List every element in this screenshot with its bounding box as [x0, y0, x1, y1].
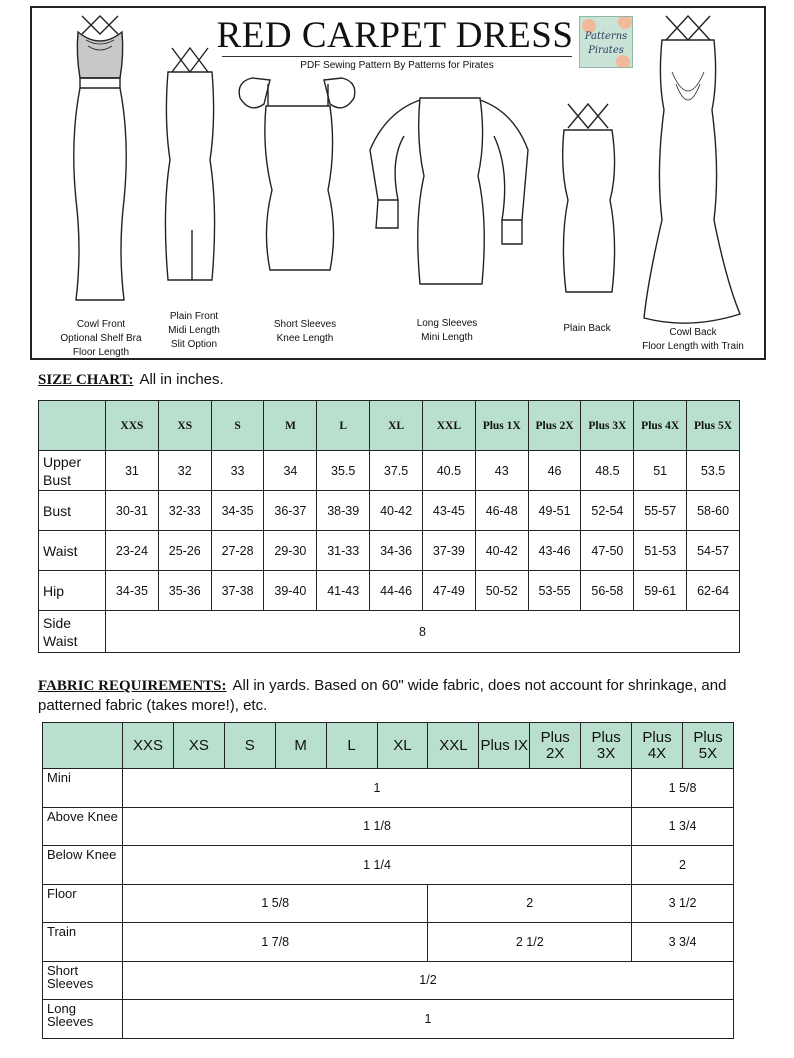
fabric-row	[43, 807, 734, 846]
size-header-cell	[475, 401, 528, 451]
size-value-cell: 27-28	[211, 531, 264, 571]
fabric-size-header-cell: Plus 2X	[530, 723, 581, 769]
size-header-line: Plus 3X	[588, 419, 627, 432]
size-value-cell: 54-57	[687, 531, 740, 571]
fabric-size-header-cell: Plus IX	[479, 723, 530, 769]
fabric-value-cell: 1 5/8	[123, 884, 428, 923]
size-value-cell: 41-43	[317, 571, 370, 611]
size-row	[39, 571, 740, 611]
size-value-cell: 33	[211, 451, 264, 491]
size-row-label: Hip	[39, 571, 106, 611]
size-value-cell: 35.5	[317, 451, 370, 491]
fabric-value-cell: 2	[428, 884, 632, 923]
fabric-size-header-cell: XXS	[123, 723, 174, 769]
size-header-cell	[687, 401, 740, 451]
cowl-front-dress-drawing	[74, 16, 127, 300]
size-row	[39, 491, 740, 531]
side-waist-value: 8	[106, 611, 740, 653]
size-header-cell	[634, 401, 687, 451]
fabric-row	[43, 961, 734, 1000]
fabric-row-label: Long Sleeves	[43, 1000, 123, 1039]
cowl-back-dress-drawing	[644, 16, 740, 323]
size-header-cell: L	[317, 401, 370, 451]
size-value-cell: 53.5	[687, 451, 740, 491]
size-value-cell: 43-46	[528, 531, 581, 571]
fabric-heading: FABRIC REQUIREMENTS: All in yards. Based on 60" wide fabric, does not account for shrinkage, and patterned fabric (takes more!), etc.	[38, 677, 727, 714]
title-underline	[222, 56, 572, 57]
size-row	[39, 451, 740, 491]
size-value-cell: 30-31	[106, 491, 159, 531]
page-title: RED CARPET DRESS	[216, 15, 574, 56]
caption-plain-front: Plain Front Midi Length Slit Option	[168, 311, 220, 350]
size-value-cell: 32-33	[158, 491, 211, 531]
size-value-cell: 40.5	[422, 451, 475, 491]
plain-back-dress-drawing	[563, 104, 615, 292]
size-value-cell: 39-40	[264, 571, 317, 611]
caption-short-sleeves: Short Sleeves Knee Length	[273, 319, 337, 344]
fabric-value-cell: 2	[632, 846, 734, 885]
size-value-cell: 35-36	[158, 571, 211, 611]
size-value-cell: 51	[634, 451, 687, 491]
size-value-cell: 48.5	[581, 451, 634, 491]
size-value-cell: 34	[264, 451, 317, 491]
size-header-line: Plus 1X	[482, 419, 521, 432]
size-value-cell: 38-39	[317, 491, 370, 531]
fabric-value-cell: 1 5/8	[632, 769, 734, 808]
size-value-cell: 43	[475, 451, 528, 491]
fabric-size-header-cell: Plus 4X	[632, 723, 683, 769]
fabric-size-header-cell: XXL	[428, 723, 479, 769]
fabric-value-cell: 1	[123, 1000, 734, 1039]
fabric-row	[43, 884, 734, 923]
size-header-cell: XXS	[106, 401, 159, 451]
short-sleeve-dress-drawing	[239, 78, 355, 270]
size-value-cell: 53-55	[528, 571, 581, 611]
size-value-cell: 47-50	[581, 531, 634, 571]
logo-text-pirates: Pirates	[588, 45, 624, 56]
size-value-cell: 37.5	[370, 451, 423, 491]
fabric-size-header-cell: Plus 3X	[581, 723, 632, 769]
fabric-row-label: Above Knee	[43, 807, 123, 846]
size-value-cell: 34-35	[106, 571, 159, 611]
plain-front-dress-drawing	[165, 48, 214, 280]
fabric-size-header-cell: L	[326, 723, 377, 769]
brand-logo	[579, 16, 633, 68]
size-value-cell: 47-49	[422, 571, 475, 611]
caption-long-sleeves: Long Sleeves Mini Length	[416, 318, 478, 343]
size-chart-table	[38, 400, 740, 653]
size-header-cell: M	[264, 401, 317, 451]
size-value-cell: 55-57	[634, 491, 687, 531]
size-header-cell: S	[211, 401, 264, 451]
size-value-cell: 32	[158, 451, 211, 491]
size-value-cell: 56-58	[581, 571, 634, 611]
fabric-row-label: Floor	[43, 884, 123, 923]
page-subtitle: PDF Sewing Pattern By Patterns for Pirates	[300, 60, 494, 71]
fabric-value-cell: 1 7/8	[123, 923, 428, 962]
size-header-line: Plus 4X	[641, 419, 680, 432]
size-row-label: Side Waist	[39, 611, 106, 653]
fabric-row-label: Mini	[43, 769, 123, 808]
fabric-row	[43, 846, 734, 885]
size-value-cell: 23-24	[106, 531, 159, 571]
fabric-value-cell: 2 1/2	[428, 923, 632, 962]
caption-plain-back: Plain Back	[563, 323, 611, 334]
size-value-cell: 51-53	[634, 531, 687, 571]
fabric-size-header-cell: M	[275, 723, 326, 769]
size-chart-heading: SIZE CHART: All in inches.	[38, 371, 224, 388]
fabric-value-cell: 3 3/4	[632, 923, 734, 962]
fabric-row	[43, 769, 734, 808]
size-header-cell: XXL	[422, 401, 475, 451]
size-value-cell: 62-64	[687, 571, 740, 611]
size-header-cell	[528, 401, 581, 451]
fabric-value-cell: 1 1/4	[123, 846, 632, 885]
caption-cowl-back: Cowl Back Floor Length with Train	[642, 327, 744, 352]
fabric-row	[43, 923, 734, 962]
size-header-cell: XL	[370, 401, 423, 451]
fabric-row	[43, 1000, 734, 1039]
long-sleeve-dress-drawing	[370, 98, 528, 284]
fabric-size-header-cell: XS	[173, 723, 224, 769]
size-value-cell: 43-45	[422, 491, 475, 531]
fabric-header-row	[43, 723, 734, 769]
corner-cell	[39, 401, 106, 451]
size-value-cell: 50-52	[475, 571, 528, 611]
size-header-line: Plus 2X	[535, 419, 574, 432]
size-value-cell: 31	[106, 451, 159, 491]
size-row-label: Bust	[39, 491, 106, 531]
size-value-cell: 52-54	[581, 491, 634, 531]
fabric-size-header-cell: XL	[377, 723, 428, 769]
size-value-cell: 29-30	[264, 531, 317, 571]
size-value-cell: 59-61	[634, 571, 687, 611]
size-header-cell	[581, 401, 634, 451]
size-row	[39, 531, 740, 571]
size-value-cell: 31-33	[317, 531, 370, 571]
size-value-cell: 40-42	[475, 531, 528, 571]
size-row-label: Waist	[39, 531, 106, 571]
fabric-size-header-cell: S	[224, 723, 275, 769]
fabric-row-label: Train	[43, 923, 123, 962]
size-value-cell: 58-60	[687, 491, 740, 531]
size-value-cell: 46	[528, 451, 581, 491]
size-value-cell: 25-26	[158, 531, 211, 571]
size-value-cell: 44-46	[370, 571, 423, 611]
corner-cell	[43, 723, 123, 769]
size-value-cell: 37-38	[211, 571, 264, 611]
size-value-cell: 37-39	[422, 531, 475, 571]
logo-text-patterns: Patterns	[584, 31, 628, 42]
size-value-cell: 36-37	[264, 491, 317, 531]
fabric-value-cell: 1/2	[123, 961, 734, 1000]
side-waist-row	[39, 611, 740, 653]
size-value-cell: 34-35	[211, 491, 264, 531]
size-chart-header-row	[39, 401, 740, 451]
size-header-line: Plus 5X	[694, 419, 733, 432]
fabric-value-cell: 1 3/4	[632, 807, 734, 846]
fabric-requirements-table	[42, 722, 734, 1039]
fabric-value-cell: 1	[123, 769, 632, 808]
size-value-cell: 49-51	[528, 491, 581, 531]
size-value-cell: 34-36	[370, 531, 423, 571]
fabric-value-cell: 3 1/2	[632, 884, 734, 923]
fabric-row-label: Below Knee	[43, 846, 123, 885]
size-value-cell: 40-42	[370, 491, 423, 531]
size-header-cell: XS	[158, 401, 211, 451]
fabric-size-header-cell: Plus 5X	[682, 723, 733, 769]
size-value-cell: 46-48	[475, 491, 528, 531]
caption-cowl-front: Cowl Front Optional Shelf Bra Floor Length	[60, 319, 142, 358]
size-row-label: Upper Bust	[39, 451, 106, 491]
fabric-value-cell: 1 1/8	[123, 807, 632, 846]
fabric-row-label: Short Sleeves	[43, 961, 123, 1000]
